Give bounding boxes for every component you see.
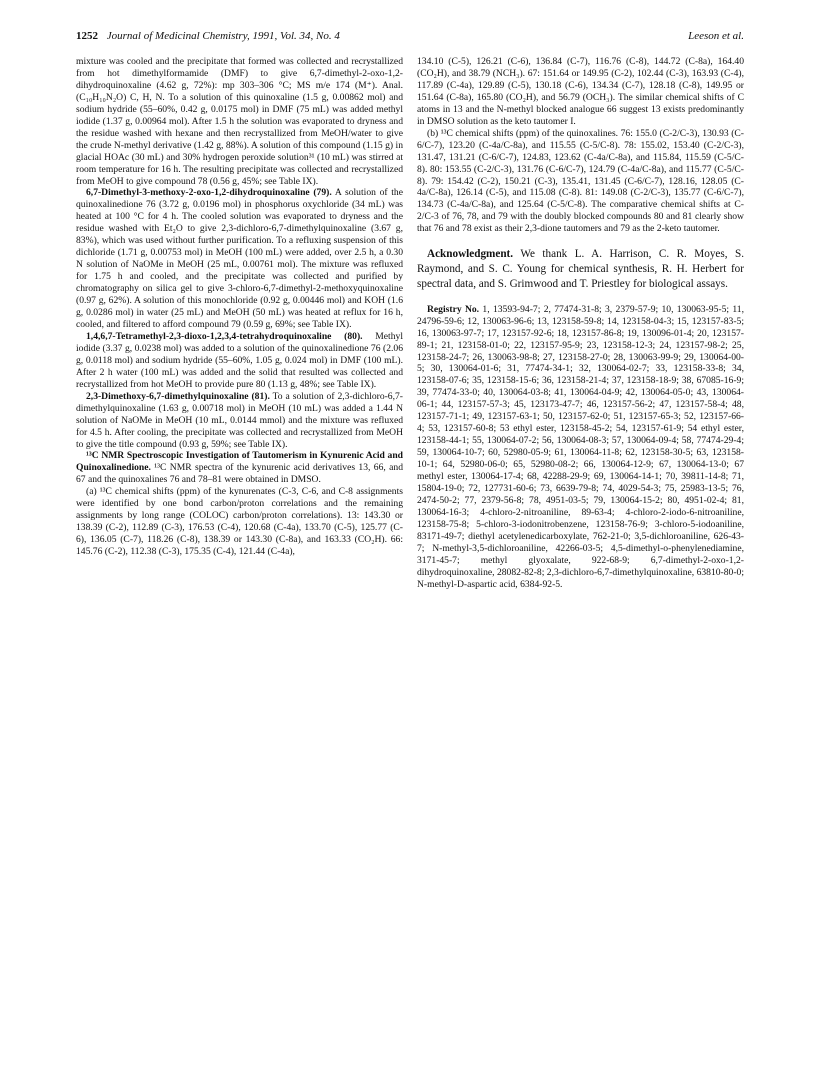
body-compound-81: To a solution of 2,3-dichloro-6,7-dimethylquinoxaline (1.63 g, 0.00718 mol) in MeOH (10 mL) was added a 1.44 N solution of NaOMe in MeOH (10 mL, 0.0144 mmol) and the mixture was refluxed for 4.5 h. After cooling, the precipitate was collected and recrystallized from MeOH to give the title compound (0.93 g, 59%; see Table IX). bbox=[76, 390, 403, 450]
left-column bbox=[76, 56, 403, 558]
page-number: 1252 bbox=[76, 30, 98, 42]
acknowledgment-body: We thank L. A. Harrison, C. R. Moyes, S. Raymond, and S. C. Young for chemical synthesis, R. H. Herbert for spectral data, and S. Grimwood and T. Priestley for biological assays. bbox=[417, 248, 744, 290]
registry-numbers bbox=[417, 304, 744, 591]
registry-body: 1, 13593-94-7; 2, 77474-31-8; 3, 2379-57-9; 10, 130063-95-5; 11, 24796-59-6; 12, 130063-96-6; 13, 123158-59-8; 14, 123158-04-3; 15, 123157-83-5; 16, 130063-97-7; 17, 123157-92-6; 18, 123157-86-8; 19, 130096-01-4; 20, 123157-89-1; 21, 123158-01-0; 22, 123157-95-9; 23, 123158-12-3; 24, 123157-98-2; 25, 123158-24-7; 26, 130063-98-8; 27, 123158-27-0; 28, 130063-99-9; 29, 130064-00-5; 30, 130064-01-6; 31, 77474-34-1; 32, 130064-02-7; 33, 123158-33-8; 34, 123158-07-6; 35, 123158-15-6; 36, 123158-21-4; 37, 123158-18-9; 38, 67085-16-9; 39, 77474-33-0; 40, 130064-03-8; 41, 130064-04-9; 42, 130064-05-0; 43, 130064-06-1; 44, 123157-57-3; 45, 123173-47-7; 46, 123157-56-2; 47, 123157-58-4; 48, 123157-71-1; 49, 123157-63-1; 50, 123157-62-0; 51, 123157-65-3; 52, 123157-66-4; 53, 123157-60-8; 53 ethyl ester, 123158-45-2; 54, 123157-61-9; 54 ethyl ester, 123158-44-1; 55, 130064-07-2; 56, 130064-08-3; 57, 130064-09-4; 58, 77474-29-4; 59, 130064-10-7; 60, 52980-05-9; 61, 130064-11-8; 62, 123158-30-5; 63, 123158-10-1; 64, 52980-06-0; 65, 52980-08-2; 66, 130064-12-9; 67, 130064-13-0; 67 methyl ester, 130064-17-4; 68, 42288-29-9; 69, 130064-14-1; 70, 39811-14-8; 71, 15804-19-0; 72, 127731-60-6; 73, 6639-79-8; 74, 4029-54-3; 75, 25983-13-5; 76, 2474-50-2; 77, 2379-56-8; 78, 4951-03-5; 79, 130064-15-2; 80, 4951-02-4; 81, 130064-16-3; 4-chloro-2-nitroaniline, 89-63-4; 4-chloro-2-iodo-6-nitroaniline, 123158-75-8; 5-chloro-3-iodonitrobenzene, 123158-76-9; 3-chloro-5-iodoaniline, 83171-49-7; diethyl acetylenedicarboxylate, 762-21-0; 3,5-dichloroaniline, 626-43-7; N-methyl-3,5-dichloroaniline, 42266-03-5; 4,5-dimethyl-o-phenylenediamine, 3171-45-7; methyl glyoxalate, 922-68-9; 6,7-dimethyl-2-oxo-1,2-dihydroquinoxaline, 28082-82-8; 2,3-dichloro-6,7-dimethylquinoxaline, 63810-80-0; N-methyl-D-aspartic acid, 6384-92-5. bbox=[417, 303, 744, 590]
paragraph-nmr-quinoxalines: (b) ¹³C chemical shifts (ppm) of the quinoxalines. 76: 155.0 (C-2/C-3), 130.93 (C-6/C-7), 123.20 (C-4a/C-8a), and 115.55 (C-5/C-8). 78: 155.02, 153.40 (C-2/C-3), 131.47, 131.21 (C-6/C-7), 124.83, 123.62 (C-4a/C-8a), and 115.84, 115.59 (C-5/C-8). 80: 153.55 (C-2/C-3), 131.76 (C-6/C-7), 124.79 (C-4a/C-8a), and 115.77 (C-5/C-8). 79: 154.42 (C-2), 150.21 (C-3), 135.41, 131.45 (C-6/C-7), 128.16, 128.05 (C-4a/C-8a), 126.14 (C-5), and 115.08 (C-8). 81: 149.08 (C-2/C-3), 135.77 (C-6/C-7), 134.73 (C-4a/C-8a), and 125.64 (C-5/C-8). The comparative chemical shifts at C-2/C-3 of 76, 78, and 79 with the doubly blocked compounds 80 and 81 clearly show that 76 and 78 exist as their 2,3-dione tautomers and 79 as the 2-keto tautomer. bbox=[417, 127, 744, 235]
paragraph-nmr-investigation bbox=[76, 450, 403, 486]
body-compound-80: Methyl iodide (3.37 g, 0.0238 mol) was added to a solution of the quinoxalinedione 76 (2.06 g, 0.0118 mol) and sodium hydride (55–60%, 1.05 g, 0.024 mol) in DMF (100 mL). After 2 h water (100 mL) was added and the solid that resulted was collected and recrystallized from hot MeOH to provide pure 80 (1.13 g, 48%; see Table IX). bbox=[76, 330, 403, 390]
right-column bbox=[417, 56, 744, 591]
acknowledgment bbox=[417, 247, 744, 291]
registry-heading: Registry No. bbox=[427, 303, 480, 315]
paragraph-nmr-kynurenates: (a) ¹³C chemical shifts (ppm) of the kynurenates (C-3, C-6, and C-8 assignments were identified by one bond carbon/proton correlations and the remaining assignments by long range (COLOC) carbon/proton correlations). 13: 143.30 or 138.39 (C-2), 112.89 (C-3), 176.53 (C-4), 120.68 (C-4a), 133.70 (C-5), 125.77 (C-6), 136.05 (C-7), 118.26 (C-8), 138.39 or 143.30 (C-8a), and 163.33 (CO₂H). 66: 145.76 (C-2), 112.38 (C-3), 175.35 (C-4), 121.44 (C-4a), bbox=[76, 486, 403, 558]
heading-compound-81: 2,3-Dimethoxy-6,7-dimethylquinoxaline (81). bbox=[86, 390, 270, 402]
header-authors: Leeson et al. bbox=[688, 30, 744, 42]
heading-nmr-investigation: ¹³C NMR Spectroscopic Investigation of Tautomerism in Kynurenic Acid and Quinoxalinedione. bbox=[76, 450, 403, 474]
paragraph-compound-80 bbox=[76, 331, 403, 391]
heading-compound-79: 6,7-Dimethyl-3-methoxy-2-oxo-1,2-dihydroquinoxaline (79). bbox=[86, 187, 332, 199]
acknowledgment-heading: Acknowledgment. bbox=[427, 248, 514, 261]
paragraph-compound-81 bbox=[76, 391, 403, 451]
journal-citation: Journal of Medicinal Chemistry, 1991, Vol. 34, No. 4 bbox=[106, 30, 340, 42]
paragraph-nmr-continued: 134.10 (C-5), 126.21 (C-6), 136.84 (C-7), 116.76 (C-8), 144.72 (C-8a), 164.40 (CO₂H), and 38.79 (NCH₃). 67: 151.64 or 149.95 (C-2), 102.44 (C-3), 163.93 (C-4), 117.89 (C-4a), 129.89 (C-5), 130.18 (C-6), 134.34 (C-7), 128.18 (C-8), 149.95 or 151.64 (C-8a), 165.80 (CO₂H), and 56.79 (OCH₃). The similar chemical shifts of C atoms in 13 and the N-methyl blocked analogue 66 suggest 13 exists predominantly in DMSO solution as the keto tautomer I. bbox=[417, 56, 744, 127]
header-left bbox=[76, 30, 340, 42]
running-header bbox=[76, 30, 744, 46]
paragraph-synthesis-78: mixture was cooled and the precipitate that formed was collected and recrystallized from hot dimethylformamide (DMF) to give 6,7-dimethyl-2-oxo-1,2-dihydroquinoxaline (4.62 g, 72%): mp 303–306 °C; MS m/e 174 (M⁺). Anal. (C₁₀H₁₀N₂O) C, H, N. To a solution of this quinoxaline (1.5 g, 0.00862 mol) and sodium hydride (55–60%, 0.42 g, 0.0175 mol) in DMF (75 mL) was added methyl iodide (1.37 g, 0.00964 mol). After 1.5 h the solution was evaporated to dryness and the residue washed with hexane and then recrystallized from MeOH/water to give the crude N-methyl derivative (1.42 g, 88%). A solution of this compound (1.15 g) in glacial HOAc (30 mL) and 30% hydrogen peroxide solution³¹ (10 mL) was stirred at room temperature for 16 h. The resulting precipitate was collected and recrystallized from MeOH to give compound 78 (0.56 g, 45%; see Table IX). bbox=[76, 56, 403, 187]
body-nmr-investigation: ¹³C NMR spectra of the kynurenic acid derivatives 13, 66, and 67 and the quinoxalines 76 and 78–81 were obtained in DMSO. bbox=[76, 462, 403, 486]
paragraph-compound-79 bbox=[76, 187, 403, 330]
body-compound-79: A solution of the quinoxalinedione 76 (3.72 g, 0.0196 mol) in phosphorus oxychloride (34 mL) was heated at 100 °C for 4 h. The cooled solution was evaporated to dryness and the residue washed with Et₂O to give 2,3-dichloro-6,7-dimethylquinoxaline (3.67 g, 83%), which was used without further purification. To a refluxing suspension of this dichloride (1.71 g, 0.00753 mol) in MeOH (100 mL) were added, over 2.5 h, a 0.30 N solution of NaOMe in MeOH (25 mL, 0.00761 mol). The mixture was refluxed for 1.75 h and cooled, and the precipitate was collected and purified by chromatography on silica gel to give 3-chloro-6,7-dimethyl-2-methoxyquinoxaline (0.97 g, 62%). A solution of this monochloride (0.92 g, 0.00446 mol) and KOH (1.6 g, 0.0286 mol) in water (25 mL) and MeOH (50 mL) was heated at reflux for 16 h, cooled, and filtered to afford compound 79 (0.59 g, 69%; see Table IX). bbox=[76, 187, 403, 330]
heading-compound-80: 1,4,6,7-Tetramethyl-2,3-dioxo-1,2,3,4-tetrahydroquinoxaline (80). bbox=[86, 330, 363, 342]
